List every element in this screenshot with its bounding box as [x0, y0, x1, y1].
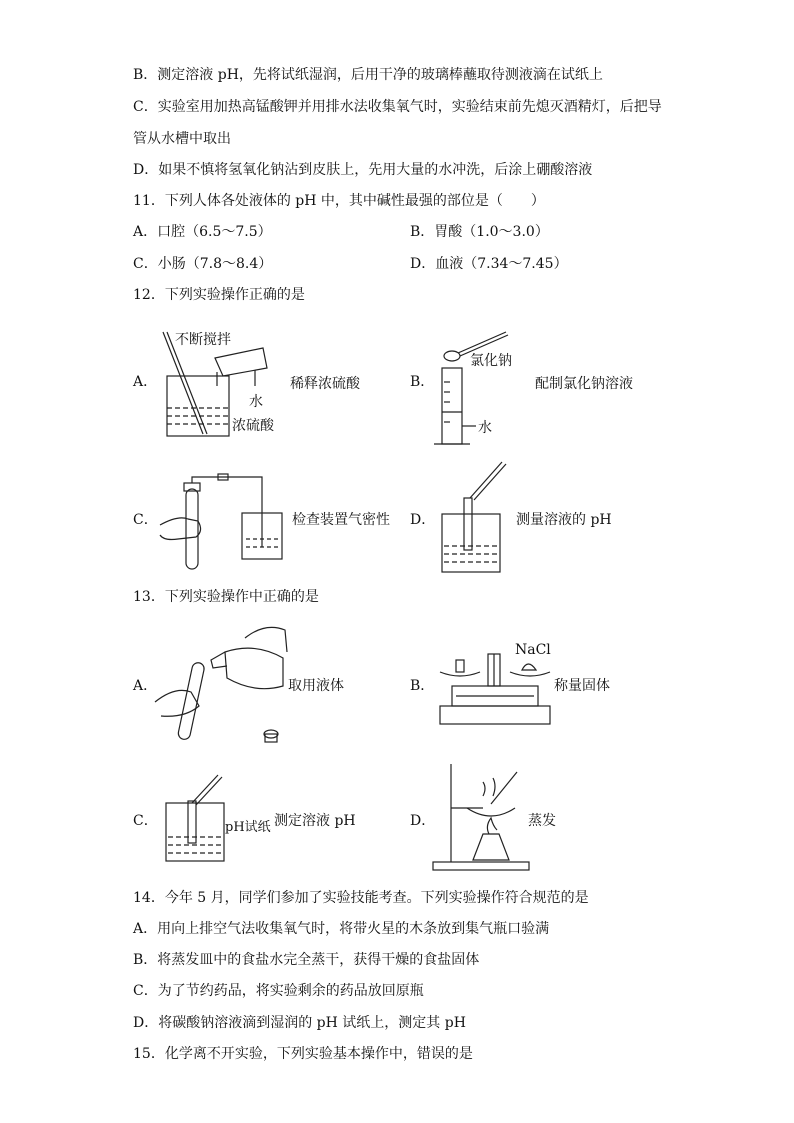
q10-option-d: D．如果不慎将氢氧化钠沾到皮肤上，先用大量的水冲洗，后涂上硼酸溶液 [133, 162, 593, 178]
q12-d-measure-ph-diagram [432, 462, 512, 577]
q13-option-d-letter: D． [410, 813, 436, 829]
q10-option-b: B．测定溶液 pH，先将试纸湿润，后用干净的玻璃棒蘸取待测液滴在试纸上 [133, 67, 603, 83]
q14-option-a: A．用向上排空气法收集氧气时，将带火星的木条放到集气瓶口验满 [133, 921, 550, 937]
q14-stem: 14．今年 5 月，同学们参加了实验技能考查。下列实验操作符合规范的是 [133, 890, 589, 906]
q13-c-caption: 测定溶液 pH [274, 813, 356, 829]
q11-option-d: D．血液（7.34～7.45） [410, 256, 568, 272]
q11-option-a: A．口腔（6.5～7.5） [133, 224, 272, 240]
q12-c-caption: 检查装置气密性 [292, 512, 390, 528]
q12-a-caption: 稀释浓硫酸 [290, 376, 360, 392]
q15-stem: 15．化学离不开实验，下列实验基本操作中，错误的是 [133, 1046, 473, 1062]
q12-option-a-letter: A． [133, 374, 158, 390]
q13-option-c-letter: C． [133, 813, 158, 829]
q12-b-label-water: 水 [478, 420, 492, 436]
q12-b-label-salt: 氯化钠 [470, 353, 512, 369]
q13-d-evaporation-diagram [433, 760, 533, 872]
q11-option-c: C．小肠（7.8～8.4） [133, 256, 273, 272]
q13-a-pour-liquid-diagram [155, 622, 295, 747]
q10-option-c-line1: C．实验室用加热高锰酸钾并用排水法收集氧气时，实验结束前先熄灭酒精灯，后把导 [133, 99, 662, 115]
q12-option-b-letter: B． [410, 374, 435, 390]
q13-b-caption: 称量固体 [554, 678, 610, 694]
q12-c-airtightness-diagram [158, 475, 288, 575]
q13-b-label-nacl: NaCl [515, 642, 551, 658]
q12-a-label-water: 水 [249, 394, 263, 410]
q12-b-caption: 配制氯化钠溶液 [535, 376, 633, 392]
q11-option-b: B．胃酸（1.0～3.0） [410, 224, 549, 240]
q12-option-d-letter: D． [410, 512, 436, 528]
q12-option-c-letter: C． [133, 512, 158, 528]
q14-option-c: C．为了节约药品，将实验剩余的药品放回原瓶 [133, 983, 424, 999]
q12-stem: 12．下列实验操作正确的是 [133, 287, 305, 303]
q12-d-caption: 测量溶液的 pH [516, 512, 612, 528]
q14-option-d: D．将碳酸钠溶液滴到湿润的 pH 试纸上，测定其 pH [133, 1015, 466, 1031]
q11-stem: 11．下列人体各处液体的 pH 中，其中碱性最强的部位是（ ） [133, 193, 545, 209]
q13-c-label-paper: pH试纸 [225, 820, 271, 835]
q13-d-caption: 蒸发 [528, 813, 556, 829]
q12-b-prepare-solution-diagram [430, 332, 520, 447]
q14-option-b: B．将蒸发皿中的食盐水完全蒸干，获得干燥的食盐固体 [133, 952, 480, 968]
q13-stem: 13．下列实验操作中正确的是 [133, 589, 319, 605]
q12-a-label-stir: 不断搅拌 [175, 332, 231, 348]
q13-option-a-letter: A． [133, 678, 158, 694]
q10-option-c-line2: 管从水槽中取出 [133, 131, 231, 147]
q12-a-label-acid: 浓硫酸 [232, 418, 274, 434]
q13-option-b-letter: B． [410, 678, 435, 694]
q13-a-caption: 取用液体 [288, 678, 344, 694]
